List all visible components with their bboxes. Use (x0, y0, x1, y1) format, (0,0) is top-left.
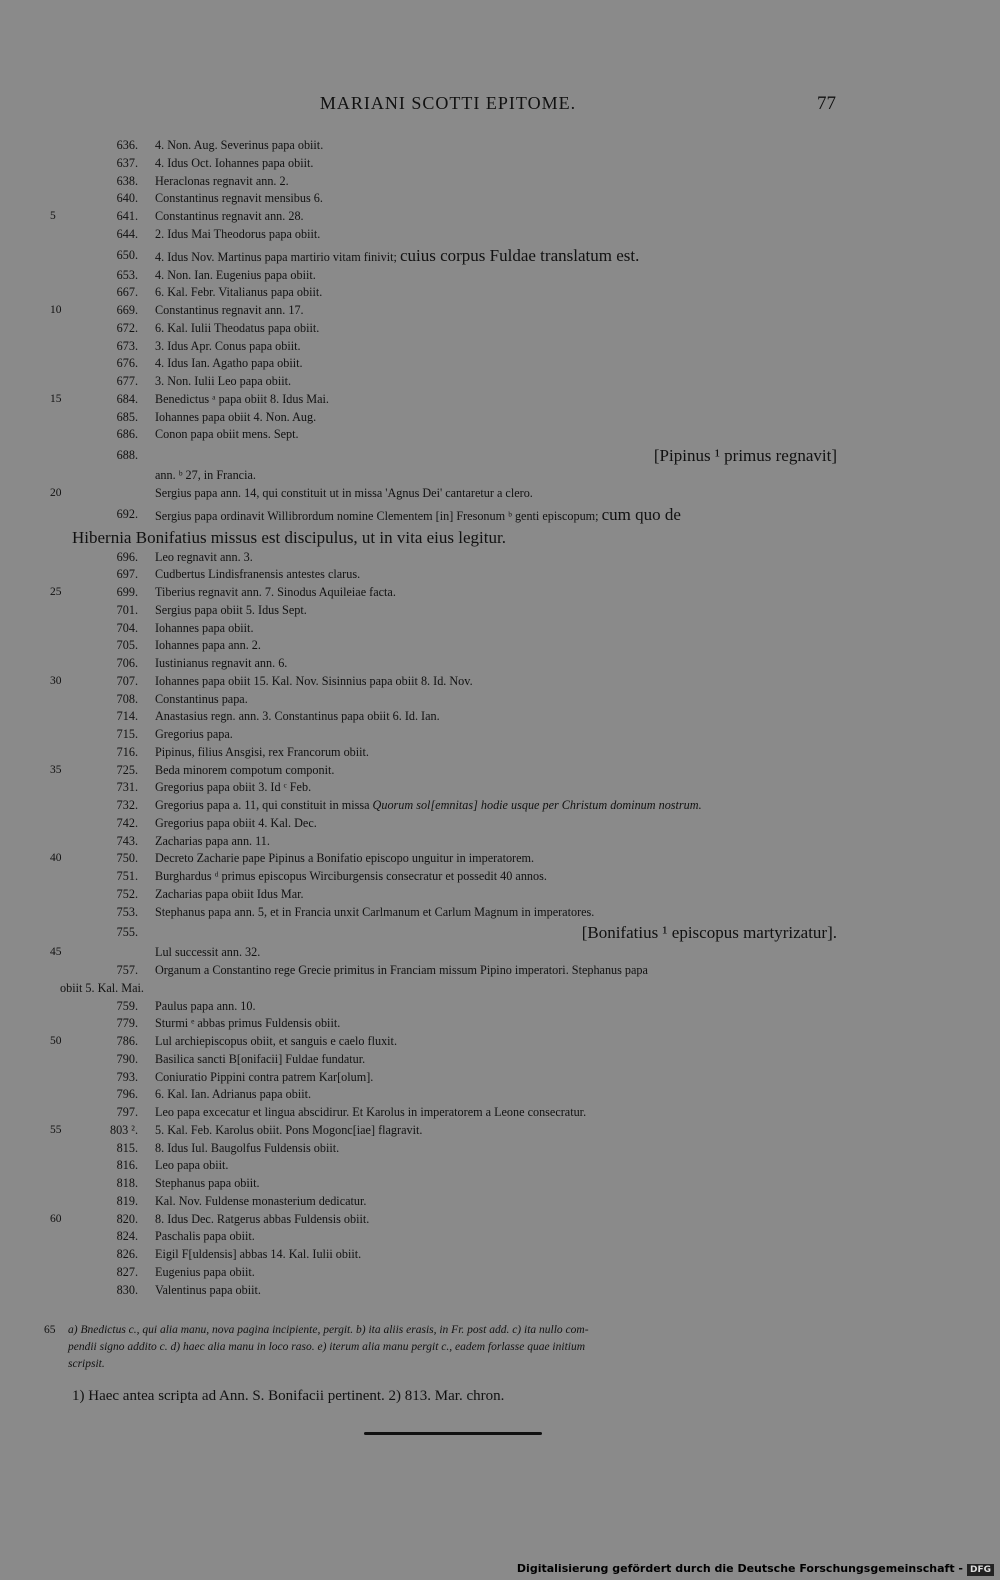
entry-row (0, 173, 1000, 191)
entry-text (155, 426, 299, 444)
entry-year: 714. (116, 709, 138, 724)
entry-row (0, 302, 1000, 320)
entry-text-main: 6. Kal. Febr. Vitalianus papa obiit. (155, 285, 323, 300)
entry-year: 686. (116, 427, 138, 442)
entry-year: 793. (116, 1069, 138, 1084)
entry-text (155, 173, 289, 191)
entry-text (155, 1211, 369, 1229)
entry-year: 818. (116, 1176, 138, 1190)
entry-text (155, 155, 313, 173)
entry-text (155, 1175, 260, 1193)
entry-row (0, 637, 1000, 655)
entry-year: 688. (116, 448, 138, 462)
entry-year: 725. (116, 762, 138, 777)
entry-text-main: 4. Idus Nov. Martinus papa martirio vitam finivit; (155, 249, 397, 264)
entry-row (0, 886, 1000, 904)
entry-year: 750. (116, 851, 138, 866)
entry-text (155, 762, 334, 780)
entry-text (155, 904, 594, 922)
entry-text (155, 226, 320, 244)
entry-text-main: Conon papa obiit mens. Sept. (155, 427, 299, 442)
entry-text (155, 284, 322, 302)
entry-text (155, 833, 270, 851)
entry-text (155, 726, 233, 744)
entry-year: 676. (116, 356, 138, 371)
entry-text (155, 1069, 373, 1087)
entry-year: 644. (116, 226, 138, 241)
entry-text-main: Kal. Nov. Fuldense monasterium dedicatur. (155, 1193, 367, 1208)
entry-text (155, 584, 396, 602)
entry-text-main: Gregorius papa obiit 3. Id ᶜ Feb. (155, 780, 312, 795)
entry-text-main: Constantinus regnavit ann. 17. (155, 303, 304, 317)
entry-year: 751. (116, 869, 138, 883)
entry-year: 786. (116, 1034, 138, 1048)
entry-text (155, 1033, 397, 1051)
entry-year: 640. (116, 191, 138, 206)
entry-row (0, 815, 1000, 833)
entry-text (155, 868, 547, 886)
entry-year: 684. (116, 391, 138, 406)
entry-text (155, 962, 648, 980)
running-title: MARIANI SCOTTI EPITOME. (319, 93, 577, 113)
entry-text (155, 655, 287, 673)
line-number: 10 (50, 304, 62, 316)
entry-row (0, 566, 1000, 584)
entry-year: 653. (116, 267, 138, 282)
entry-year: 707. (116, 673, 138, 688)
entry-text-main: Zacharias papa ann. 11. (155, 833, 270, 848)
critical-apparatus (44, 1322, 836, 1373)
entry-row (0, 549, 1000, 567)
entry-row (0, 850, 1000, 868)
entry-row (0, 1264, 1000, 1282)
entry-year: 716. (116, 744, 138, 759)
entry-row (0, 467, 1000, 485)
entry-row (0, 155, 1000, 173)
entry-text-main: Gregorius papa a. 11, qui constituit in missa (155, 798, 370, 812)
line-number: 15 (50, 392, 62, 405)
apparatus-line-1: a) Bnedictus c., qui alia manu, nova pagina incipiente, pergit. b) ita aliis erasis, in Fr. post add. c) ita nullo com- (68, 1324, 589, 1336)
entry-text-main: 3. Idus Apr. Conus papa obiit. (155, 338, 301, 353)
entry-row (0, 503, 1000, 526)
entry-row (0, 921, 1000, 944)
entry-row (0, 1282, 1000, 1300)
entry-row (0, 944, 1000, 962)
entry-text (155, 602, 307, 620)
entry-text (155, 1086, 311, 1104)
entry-row (0, 137, 1000, 155)
entry-text-main: Sergius papa ordinavit Willibrordum nomine Clementem [in] Fresonum ᵇ genti episcopum; (155, 508, 599, 523)
entry-row (0, 1157, 1000, 1175)
entry-text-main: Decreto Zacharie pape Pipinus a Bonifatio episcopo unguitur in imperatorem. (155, 851, 535, 866)
entry-text-main: Paulus papa ann. 10. (155, 998, 256, 1013)
entry-year: 820. (116, 1211, 138, 1226)
entry-year: 650. (116, 247, 138, 262)
entry-year: 826. (116, 1247, 138, 1261)
entry-row (0, 726, 1000, 744)
entry-text-main: Gregorius papa. (155, 727, 233, 741)
entry-row (0, 208, 1000, 226)
entry-year: 669. (116, 303, 138, 317)
entry-year: 673. (116, 338, 138, 353)
entry-text (155, 208, 304, 226)
apparatus-line-3: scripsit. (68, 1358, 105, 1370)
entry-year: 816. (116, 1158, 138, 1173)
entry-text (155, 1015, 340, 1033)
entry-row (0, 584, 1000, 602)
entry-text-main: Heraclonas regnavit ann. 2. (155, 173, 289, 188)
entry-year: 742. (116, 815, 138, 830)
entry-text-main: Gregorius papa obiit 4. Kal. Dec. (155, 815, 317, 830)
entry-text-main: Pipinus, filius Ansgisi, rex Francorum obiit. (155, 744, 369, 759)
entry-row (0, 426, 1000, 444)
entry-row (0, 244, 1000, 267)
entry-year: 743. (116, 833, 138, 848)
entry-text-main: Valentinus papa obiit. (155, 1282, 261, 1297)
entry-row (0, 998, 1000, 1016)
footnotes: 1) Haec antea scripta ad Ann. S. Bonifacii pertinent. 2) 813. Mar. chron. (72, 1388, 505, 1404)
entry-year: 705. (116, 638, 138, 653)
entry-row (0, 190, 1000, 208)
entry-row (0, 1122, 1000, 1140)
entry-year: 797. (116, 1105, 138, 1119)
entry-text-main: Lul archiepiscopus obiit, et sanguis e caelo fluxit. (155, 1034, 397, 1048)
entry-text-italic: Quorum sol[emnitas] hodie usque per Christum dominum nostrum. (372, 798, 702, 812)
entry-text (155, 566, 360, 584)
line-number: 40 (50, 852, 62, 865)
entry-text (155, 302, 304, 320)
entry-row (0, 1069, 1000, 1087)
entry-year: 753. (116, 904, 138, 919)
entry-text (155, 1051, 365, 1069)
entry-text-main: 5. Kal. Feb. Karolus obiit. Pons Mogonc[iae] flagravit. (155, 1122, 423, 1137)
line-number: 5 (50, 210, 56, 222)
entry-year: 796. (116, 1087, 138, 1102)
entry-row (0, 444, 1000, 467)
line-number: 60 (50, 1212, 62, 1225)
entry-text (155, 137, 323, 155)
entry-year: 641. (116, 209, 138, 223)
entry-year: 830. (116, 1282, 138, 1297)
entry-year: 699. (116, 585, 138, 599)
entry-text-main: Iohannes papa obiit 15. Kal. Nov. Sisinnius papa obiit 8. Id. Nov. (155, 673, 473, 688)
entry-row (0, 868, 1000, 886)
entry-text-main: 4. Idus Oct. Iohannes papa obiit. (155, 155, 314, 170)
entry-year: 704. (116, 620, 138, 635)
entry-text (155, 244, 639, 269)
entry-row (0, 409, 1000, 427)
entry-year: 692. (116, 506, 138, 521)
entry-row (0, 691, 1000, 709)
entry-row (0, 1033, 1000, 1051)
entry-text-main: Sergius papa ann. 14, qui constituit ut in missa 'Agnus Dei' cantaretur a clero. (155, 485, 533, 500)
entry-year: 755. (116, 925, 138, 940)
entry-text-main: 6. Kal. Ian. Adrianus papa obiit. (155, 1087, 312, 1102)
entry-text (155, 744, 369, 762)
entry-year: 731. (116, 780, 138, 795)
entry-text-main: Tiberius regnavit ann. 7. Sinodus Aquileiae facta. (155, 585, 396, 599)
entry-text-main: Benedictus ᵃ papa obiit 8. Idus Mai. (155, 391, 329, 406)
entry-text (155, 355, 303, 373)
entry-text-main: Anastasius regn. ann. 3. Constantinus papa obiit 6. Id. Ian. (155, 709, 440, 724)
entry-row (0, 373, 1000, 391)
entry-text-main: Leo papa obiit. (155, 1158, 229, 1173)
entry-row (0, 526, 1000, 549)
entry-row (0, 708, 1000, 726)
entry-text (155, 1228, 255, 1246)
entry-row (0, 673, 1000, 691)
entry-text-main: Zacharias papa obiit Idus Mar. (155, 886, 304, 901)
watermark-text: Digitalisierung gefördert durch die Deutsche Forschungsgemeinschaft - (516, 1562, 963, 1575)
entry-year: 815. (116, 1140, 138, 1155)
entry-year: 637. (116, 155, 138, 170)
entry-text (155, 1157, 228, 1175)
entry-row (0, 962, 1000, 980)
entry-text-main: Constantinus regnavit ann. 28. (155, 209, 304, 223)
line-number: 55 (50, 1123, 62, 1136)
entry-year: 667. (116, 285, 138, 300)
entry-row (0, 779, 1000, 797)
entry-text (155, 886, 304, 904)
entry-text (155, 1246, 361, 1264)
entry-text (155, 190, 323, 208)
entry-text (155, 998, 256, 1016)
line-number: 65 (44, 1324, 56, 1336)
entry-year: 757. (116, 963, 138, 977)
entry-text-main: Sergius papa obiit 5. Idus Sept. (155, 602, 307, 617)
page-header (60, 93, 836, 117)
entry-text (155, 620, 254, 638)
entry-year: 803 ². (109, 1122, 138, 1137)
entry-text (155, 338, 301, 356)
line-number: 25 (50, 586, 62, 598)
entry-text-main: Leo regnavit ann. 3. (155, 549, 253, 564)
entry-year: 638. (116, 173, 138, 188)
entry-row (0, 1086, 1000, 1104)
entry-text-main: Organum a Constantino rege Grecie primitus in Franciam missum Pipino imperatori. Stephanus papa (155, 963, 648, 977)
end-rule (364, 1432, 542, 1435)
entry-text-main: 4. Non. Ian. Eugenius papa obiit. (155, 267, 316, 282)
entry-text (155, 944, 260, 962)
entry-text (155, 409, 316, 427)
line-number: 45 (50, 946, 62, 959)
entry-text (155, 708, 440, 726)
entry-year: 701. (116, 602, 138, 617)
entry-text-main: Burghardus ᵈ primus episcopus Wirciburgensis consecratur et possedit 40 annos. (155, 869, 547, 883)
entry-text-main: Constantinus papa. (155, 691, 248, 706)
entry-text (155, 1264, 255, 1282)
entry-row (0, 833, 1000, 851)
entry-text-main: Eugenius papa obiit. (155, 1264, 255, 1279)
line-number: 35 (50, 763, 62, 776)
entry-row (0, 1175, 1000, 1193)
entry-row (0, 320, 1000, 338)
entry-text-large: cum quo de (601, 504, 681, 524)
entry-text-main: 4. Non. Aug. Severinus papa obiit. (155, 138, 324, 152)
line-number: 20 (50, 486, 62, 499)
entry-year: 790. (116, 1051, 138, 1066)
entry-row (0, 1211, 1000, 1229)
entry-text (155, 467, 256, 485)
entry-year: 672. (116, 320, 138, 335)
entry-year: 677. (116, 374, 138, 388)
marginal-note: [Pipinus ¹ primus regnavit] (653, 446, 837, 465)
line-number: 50 (50, 1035, 62, 1047)
entry-year: 715. (116, 727, 138, 741)
entry-continuation: Hibernia Bonifatius missus est discipulus, ut in vita eius legitur. (72, 527, 506, 547)
entry-text-main: 4. Idus Ian. Agatho papa obiit. (155, 356, 303, 371)
entry-year: 706. (116, 656, 138, 670)
entry-year: 819. (116, 1193, 138, 1208)
entry-year: 759. (116, 998, 138, 1013)
entry-text (155, 1140, 339, 1158)
entry-row (0, 226, 1000, 244)
entry-text-main: Cudbertus Lindisfranensis antestes clarus. (155, 567, 361, 582)
entry-row (0, 1051, 1000, 1069)
entry-row (0, 744, 1000, 762)
entry-row (0, 762, 1000, 780)
entry-row (0, 338, 1000, 356)
entry-text (155, 1104, 586, 1122)
entry-row (0, 355, 1000, 373)
entry-text-main: Stephanus papa obiit. (155, 1176, 260, 1190)
entry-row (0, 1246, 1000, 1264)
entry-year: 696. (116, 549, 138, 564)
entry-text (155, 485, 533, 503)
entry-row (0, 655, 1000, 673)
entry-text (155, 1282, 261, 1300)
entry-text-main: ann. ᵇ 27, in Francia. (155, 468, 256, 482)
entry-year: 636. (116, 138, 138, 152)
entry-text (155, 673, 473, 691)
entry-row (0, 797, 1000, 815)
entry-text (155, 691, 248, 709)
marginal-note: [Bonifatius ¹ episcopus martyrizatur]. (581, 923, 837, 943)
entry-year: 697. (116, 567, 138, 582)
entry-text (155, 637, 261, 655)
entry-row (0, 485, 1000, 503)
entry-text-main: Basilica sancti B[onifacii] Fuldae fundatur. (155, 1051, 366, 1066)
entry-text-main: 8. Idus Dec. Ratgerus abbas Fuldensis obiit. (155, 1211, 370, 1226)
entry-text-main: Lul successit ann. 32. (155, 945, 261, 960)
entry-text (155, 549, 253, 567)
entry-text-large: cuius corpus Fuldae translatum est. (399, 245, 640, 265)
entry-text-main: Leo papa excecatur et lingua abscidirur. Et Karolus in imperatorem a Leone consecratur. (155, 1105, 587, 1119)
entry-text (155, 1193, 366, 1211)
dfg-watermark (517, 1562, 994, 1576)
annal-entries (0, 137, 1000, 1299)
entry-row (0, 1140, 1000, 1158)
entry-row (0, 267, 1000, 285)
entry-text-main: Beda minorem compotum componit. (155, 762, 335, 777)
entry-text-main: Sturmi ᵉ abbas primus Fuldensis obiit. (155, 1016, 341, 1031)
entry-text-main: Eigil F[uldensis] abbas 14. Kal. Iulii obiit. (155, 1247, 362, 1261)
entry-year: 779. (116, 1016, 138, 1031)
entry-row (0, 1104, 1000, 1122)
entry-row (0, 284, 1000, 302)
entry-text (155, 503, 681, 528)
entry-row (0, 391, 1000, 409)
entry-text-main: Paschalis papa obiit. (155, 1229, 255, 1244)
entry-text (155, 850, 534, 868)
entry-text-main: Iohannes papa ann. 2. (155, 638, 261, 653)
entry-text (155, 815, 317, 833)
entry-text (155, 391, 329, 409)
page-number: 77 (817, 93, 836, 114)
entry-text (155, 797, 702, 815)
entry-row (0, 1015, 1000, 1033)
entry-text-main: Constantinus regnavit mensibus 6. (155, 191, 323, 206)
entry-year: 824. (116, 1229, 138, 1244)
entry-year: 732. (116, 798, 138, 812)
entry-row (0, 904, 1000, 922)
entry-text-main: Iohannes papa obiit. (155, 620, 254, 635)
entry-text-main: Coniuratio Pippini contra patrem Kar[olum]. (155, 1069, 374, 1084)
entry-text-main: 2. Idus Mai Theodorus papa obiit. (155, 226, 321, 241)
entry-text-main: 8. Idus Iul. Baugolfus Fuldensis obiit. (155, 1140, 340, 1155)
entry-continuation: obiit 5. Kal. Mai. (60, 980, 144, 995)
entry-row (0, 1193, 1000, 1211)
entry-row (0, 980, 1000, 998)
entry-text (155, 1122, 422, 1140)
entry-row (0, 620, 1000, 638)
entry-year: 827. (116, 1264, 138, 1279)
entry-text (155, 779, 311, 797)
entry-text-main: Stephanus papa ann. 5, et in Francia unxit Carlmanum et Carlum Magnum in imperatores. (155, 904, 595, 919)
entry-text (155, 320, 319, 338)
entry-text-main: Iustinianus regnavit ann. 6. (155, 656, 288, 670)
entry-year: 708. (116, 691, 138, 706)
entry-text (155, 373, 291, 391)
entry-row (0, 602, 1000, 620)
entry-text-main: 3. Non. Iulii Leo papa obiit. (155, 374, 292, 388)
entry-year: 752. (116, 886, 138, 901)
entry-text (155, 267, 316, 285)
entry-text-main: Iohannes papa obiit 4. Non. Aug. (155, 409, 317, 424)
dfg-logo: DFG (967, 1564, 994, 1576)
entry-year: 685. (116, 409, 138, 424)
entry-text-main: 6. Kal. Iulii Theodatus papa obiit. (155, 320, 320, 335)
apparatus-line-2: pendii signo addito c. d) haec alia manu in loco raso. e) iterum alia manu pergit c., eadem forlasse quae initium (68, 1341, 586, 1353)
entry-row (0, 1228, 1000, 1246)
line-number: 30 (50, 674, 62, 687)
